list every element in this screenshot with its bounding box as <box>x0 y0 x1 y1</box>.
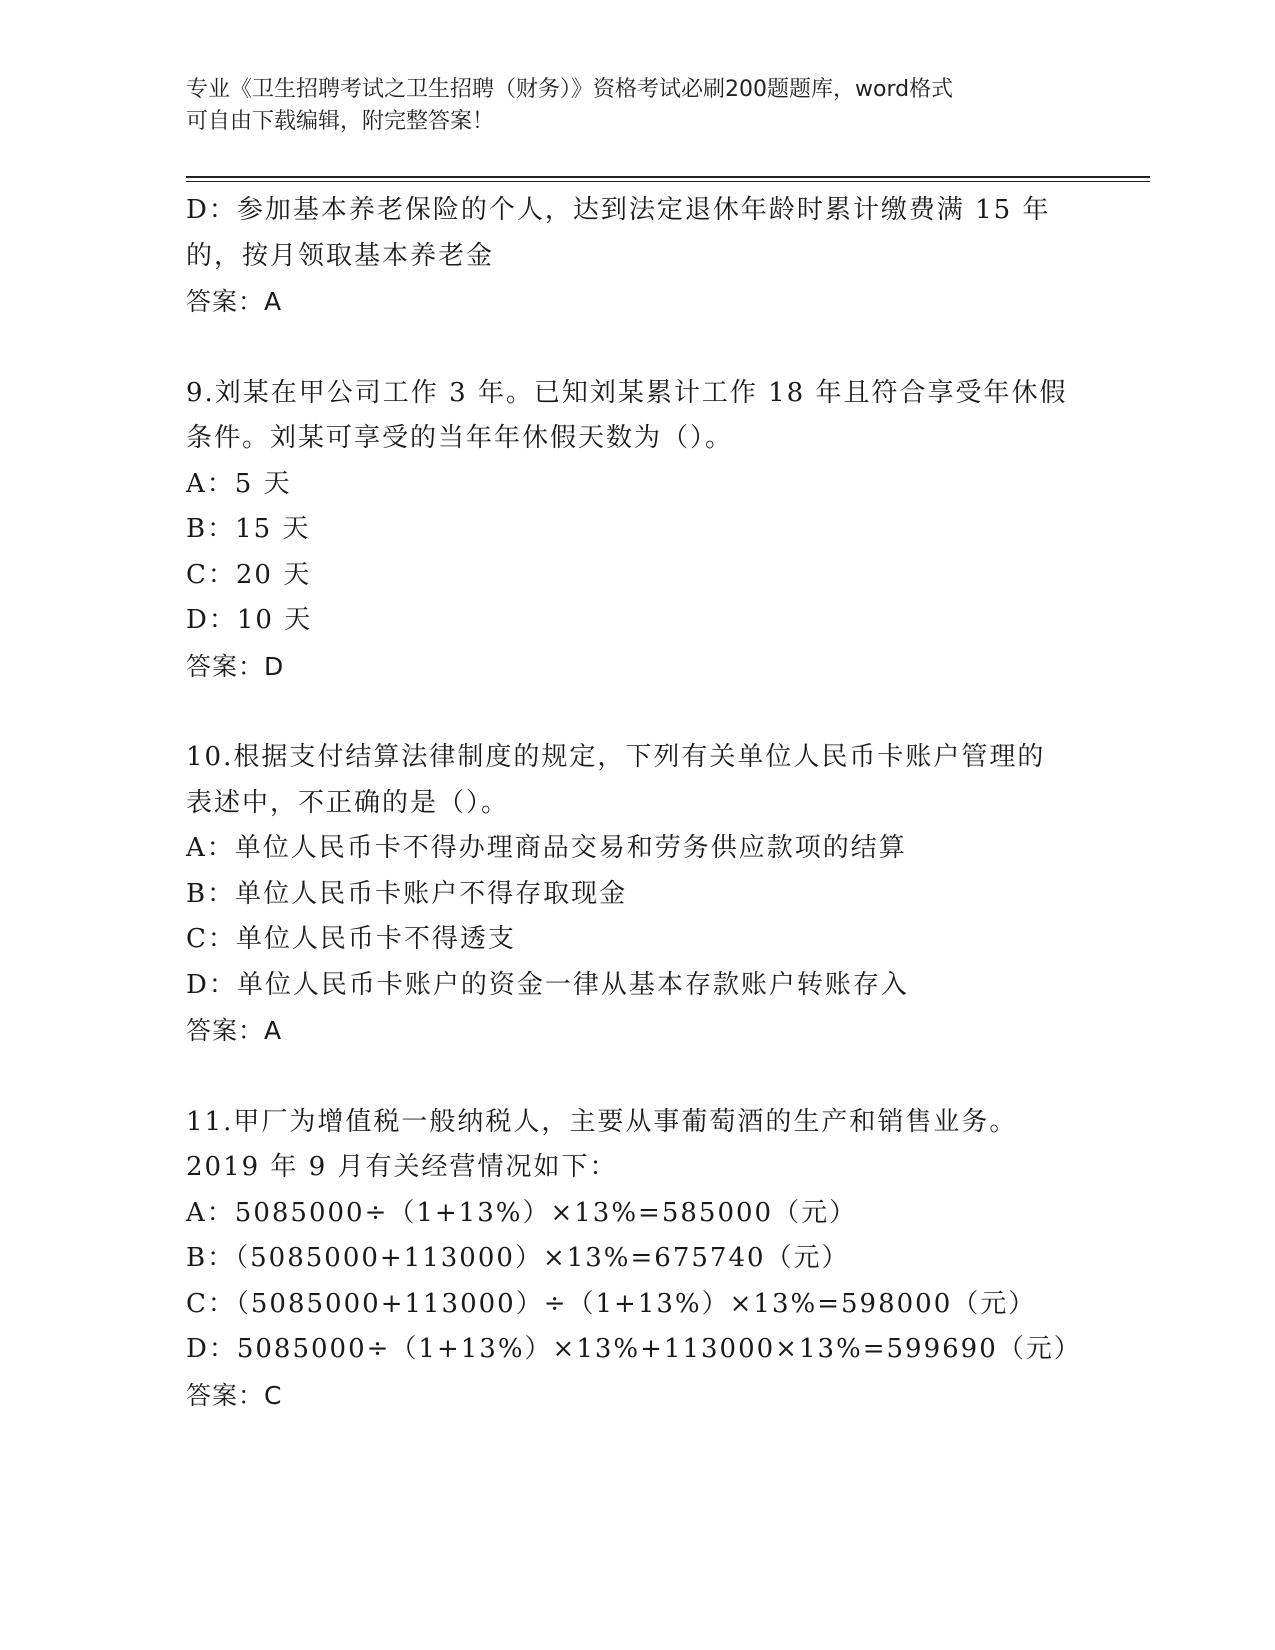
option-a: A：5085000÷（1+13%）×13%=585000（元） <box>186 1197 858 1228</box>
header-divider-thin <box>186 181 1150 182</box>
previous-question-tail <box>186 188 1086 325</box>
question-9 <box>186 371 1086 690</box>
option-c: C：（5085000+113000）÷（1+13%）×13%=598000（元） <box>186 1288 1037 1319</box>
question-10 <box>186 735 1086 1054</box>
answer-line: 答案：D <box>186 651 285 681</box>
option-b: B：15 天 <box>186 514 311 544</box>
option-c: C：20 天 <box>186 559 312 590</box>
option-a: A：5 天 <box>186 468 292 499</box>
document-header <box>186 74 1086 138</box>
option-d: D：10 天 <box>186 605 313 635</box>
header-line-2: 可自由下载编辑，附完整答案！ <box>186 109 495 134</box>
question-stem: 10.根据支付结算法律制度的规定，下列有关单位人民币卡账户管理的 <box>186 742 1046 772</box>
header-divider-thick <box>186 176 1150 178</box>
spacer <box>186 689 1086 735</box>
option-d: D：5085000÷（1+13%）×13%+113000×13%=599690（元） <box>186 1334 1082 1364</box>
question-stem: 11.甲厂为增值税一般纳税人，主要从事葡萄酒的生产和销售业务。 <box>186 1106 1018 1137</box>
question-stem: 条件。刘某可享受的当年年休假天数为（）。 <box>186 423 734 453</box>
option-b: B：（5085000+113000）×13%=675740（元） <box>186 1243 850 1273</box>
question-11 <box>186 1100 1086 1419</box>
answer-line: 答案：A <box>186 287 283 316</box>
answer-line: 答案：A <box>186 1016 283 1045</box>
option-d-continued: 的，按月领取基本养老金 <box>186 240 495 271</box>
header-line-1: 专业《卫生招聘考试之卫生招聘（财务）》资格考试必刷200题题库，word格式 <box>186 77 954 102</box>
option-d: D：单位人民币卡账户的资金一律从基本存款账户转账存入 <box>186 969 909 1000</box>
option-b: B：单位人民币卡账户不得存取现金 <box>186 878 628 909</box>
option-c: C：单位人民币卡不得透支 <box>186 924 516 954</box>
option-d: D：参加基本养老保险的个人，达到法定退休年龄时累计缴费满 15 年 <box>186 195 1051 225</box>
document-body <box>186 188 1086 1418</box>
spacer <box>186 1054 1086 1100</box>
answer-line: 答案：C <box>186 1380 283 1410</box>
question-stem: 9.刘某在甲公司工作 3 年。已知刘某累计工作 18 年且符合享受年休假 <box>186 377 1068 408</box>
option-a: A：单位人民币卡不得办理商品交易和劳务供应款项的结算 <box>186 833 907 863</box>
spacer <box>186 325 1086 371</box>
question-stem: 2019 年 9 月有关经营情况如下： <box>186 1152 618 1182</box>
question-stem: 表述中，不正确的是（）。 <box>186 787 510 818</box>
